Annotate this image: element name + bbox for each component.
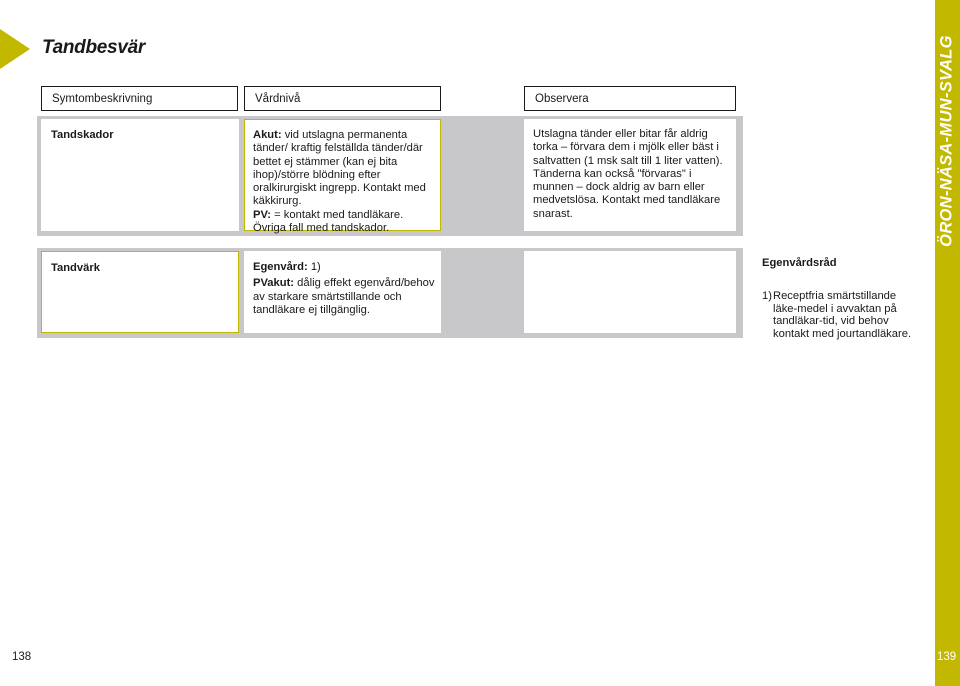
row-symptom: Tandvärk — [51, 262, 100, 274]
level-text-pvakut: dålig effekt egenvård/behov av starkare smärtstillande och tandläkare ej tillgänglig. — [253, 277, 435, 316]
row-symptom: Tandskador — [51, 129, 114, 141]
column-header-level: Vårdnivå — [244, 86, 441, 111]
advice-item — [762, 290, 922, 340]
row-observe-cell — [524, 251, 736, 333]
row-observe-text — [524, 251, 736, 260]
page-number-right: 139 — [937, 651, 957, 663]
level-text-egenvard: 1) — [307, 261, 321, 273]
column-header-symptom: Symtombeskrivning — [41, 86, 238, 111]
level-label-egenvard: Egenvård: — [253, 261, 308, 273]
row-level-cell — [244, 119, 441, 235]
level-text-pv: = kontakt med tandläkare. Övriga fall med tandskador. — [253, 208, 404, 235]
level-label-pvakut: PVakut: — [253, 277, 295, 290]
level-label-akut: Akut: — [253, 129, 282, 141]
row-observe-text: Utslagna tänder eller bitar får aldrig torka – förvara dem i mjölk eller bäst i saltvatten (1 msk salt till 1 liter vatten). Tänderna kan också "förvaras" i munnen – dock aldrig av barn eller medvetslösa. Kontakt med tandläkare snarast. — [533, 128, 723, 220]
row-symptom-cell — [41, 119, 239, 231]
row-symptom-cell — [41, 251, 239, 333]
page-title: Tandbesvär — [42, 37, 145, 58]
row-level-text — [245, 120, 440, 235]
section-label: ÖRON-NÄSA-MUN-SVALG — [937, 35, 956, 247]
advice-text: Receptfria smärtstillande läke-medel i avvaktan på tandläkar-tid, vid behov kontakt med jourtandläkare. — [773, 290, 912, 340]
column-header-observe: Observera — [524, 86, 736, 111]
level-label-pv: PV: — [253, 208, 272, 221]
level-text-akut: vid utslagna permanenta tänder/ kraftig felställda tänder/där bettet ej stämmer (kan ej bita ihop)/större blödning efter oralkirurgiskt ingrepp. Kontakt med käkkirurg. — [253, 129, 426, 208]
page-number-left: 138 — [12, 651, 32, 663]
row-level-cell — [244, 251, 441, 333]
advice-title: Egenvårdsråd — [762, 257, 837, 269]
advice-number: 1) — [762, 290, 772, 302]
row-observe-cell — [524, 119, 736, 231]
title-marker — [0, 29, 30, 69]
row-level-text — [244, 251, 441, 317]
